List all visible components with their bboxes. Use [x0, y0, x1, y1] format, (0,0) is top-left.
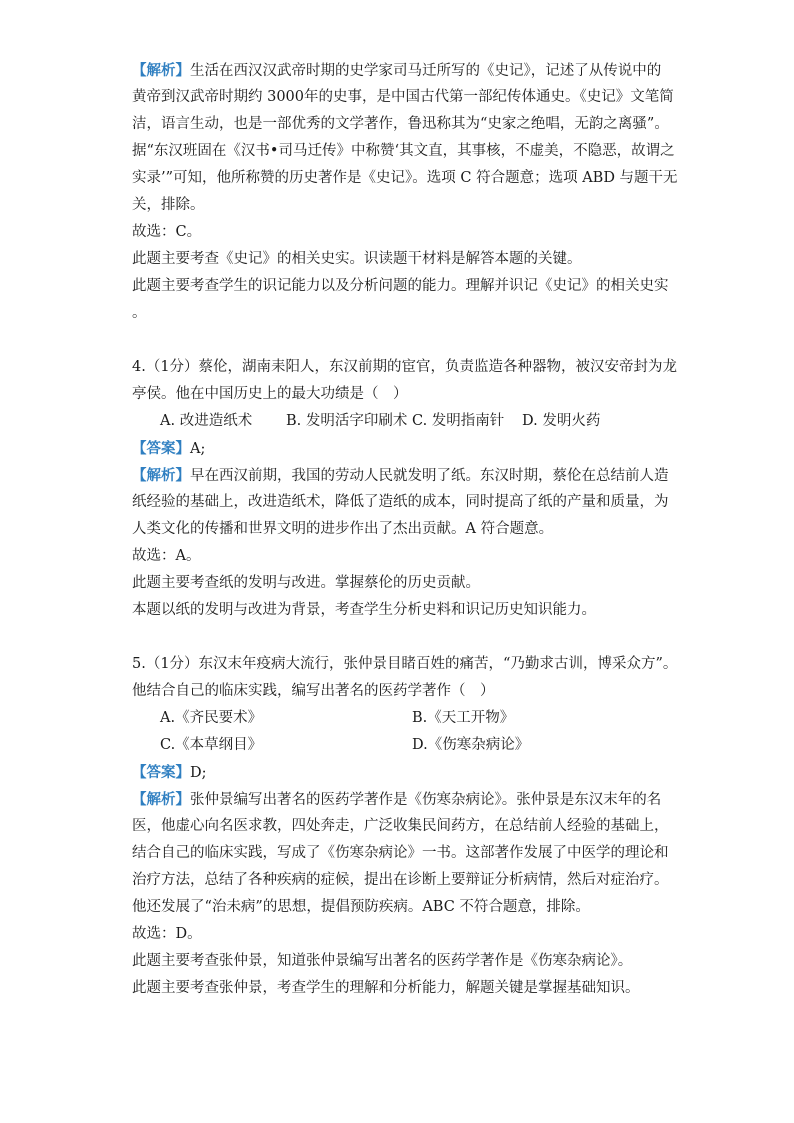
q3-analysis-line-6: 关，排除。: [132, 197, 205, 213]
q4-stem-line-2: 亭侯。他在中国历史上的最大功绩是（ ）: [132, 386, 408, 402]
q4-option-b: B. 发明活字印刷术: [286, 413, 408, 429]
q5-options-row-2: [132, 732, 662, 759]
spacer: [132, 327, 662, 354]
answer-tag: 【答案】: [132, 764, 190, 781]
q4-analysis-line-3: 人类文化的传播和世界文明的进步作出了杰出贡献。A 符合题意。: [132, 521, 554, 537]
q5-option-b: B.《天工开物》: [412, 710, 515, 726]
q4-stem-line-1: 4.（1分）蔡伦，湖南耒阳人，东汉前期的宦官，负责监造各种器物，被汉安帝封为龙: [132, 359, 678, 375]
q3-answer-line: 故选：C。: [132, 224, 202, 240]
q3-analysis-line-5: 实录’”可知，他所称赞的历史著作是《史记》。选项 C 符合题意；选项 ABD 与题干无: [132, 170, 678, 186]
q4-option-d: D. 发明火药: [522, 413, 601, 429]
q5-option-c: C.《本草纲目》: [160, 737, 263, 753]
q5-analysis-line-3: 结合自己的临床实践，写成了《伤寒杂病论》一书。这部著作发展了中医学的理论和: [132, 845, 669, 861]
analysis-tag: 【解析】: [132, 791, 190, 808]
q4-answer: 【答案】A;: [132, 440, 206, 457]
q5-note-2: 此题主要考查张仲景，考查学生的理解和分析能力，解题关键是掌握基础知识。: [132, 980, 640, 996]
analysis-tag: 【解析】: [132, 62, 190, 79]
q3-analysis-line-4: 据“东汉班固在《汉书•司马迁传》中称赞‘其文直，其事核，不虚美，不隐恶，故谓之: [132, 143, 675, 159]
q3-analysis-line-1: 【解析】生活在西汉汉武帝时期的史学家司马迁所写的《史记》，记述了从传说中的: [132, 62, 662, 79]
q3-analysis-line-2: 黄帝到汉武帝时期约 3000年的史事，是中国古代第一部纪传体通史。《史记》文笔简: [132, 89, 674, 105]
q5-note-1: 此题主要考查张仲景，知道张仲景编写出著名的医药学著作是《伤寒杂病论》。: [132, 953, 633, 969]
q5-stem-line-2: 他结合自己的临床实践，编写出著名的医药学著作（ ）: [132, 683, 495, 699]
q5-answer-line: 故选：D。: [132, 926, 202, 942]
q4-analysis-line-1: 【解析】早在西汉前期，我国的劳动人民就发明了纸。东汉时期，蔡伦在总结前人造: [132, 467, 669, 484]
q5-analysis-line-4: 治疗方法，总结了各种疾病的症候，提出在诊断上要辩证分析病情，然后对症治疗。: [132, 872, 669, 888]
spacer: [132, 624, 662, 651]
q4-options: [132, 408, 662, 435]
q4-option-a: A. 改进造纸术: [160, 413, 253, 429]
q5-option-d: D.《伤寒杂病论》: [412, 737, 530, 753]
document-page: [132, 57, 678, 1002]
q4-option-c: C. 发明指南针: [412, 413, 505, 429]
analysis-tag: 【解析】: [132, 467, 190, 484]
q3-note-2: 此题主要考查学生的识记能力以及分析问题的能力。理解并识记《史记》的相关史实: [132, 278, 669, 294]
q4-analysis-line-2: 纸经验的基础上，改进造纸术，降低了造纸的成本，同时提高了纸的产量和质量，为: [132, 494, 669, 510]
q3-note-3: 。: [132, 305, 147, 321]
q4-note-1: 此题主要考查纸的发明与改进。掌握蔡伦的历史贡献。: [132, 575, 480, 591]
answer-tag: 【答案】: [132, 440, 190, 457]
q5-options-row-1: [132, 705, 662, 732]
q5-answer: 【答案】D;: [132, 764, 207, 781]
q3-note-1: 此题主要考查《史记》的相关史实。识读题干材料是解答本题的关键。: [132, 251, 582, 267]
q4-note-2: 本题以纸的发明与改进为背景，考查学生分析史料和识记历史知识能力。: [132, 602, 596, 618]
q4-answer-line: 故选：A。: [132, 548, 201, 564]
q5-analysis-line-5: 他还发展了“治未病”的思想，提倡预防疾病。ABC 不符合题意，排除。: [132, 899, 590, 915]
q5-stem-line-1: 5.（1分）东汉末年疫病大流行，张仲景目睹百姓的痛苦，“乃勤求古训，博采众方”。: [132, 656, 678, 672]
q5-analysis-line-2: 医，他虚心向名医求教，四处奔走，广泛收集民间药方，在总结前人经验的基础上，: [132, 818, 669, 834]
q3-analysis-line-3: 洁，语言生动，也是一部优秀的文学著作，鲁迅称其为“史家之绝唱，无韵之离骚”。: [132, 116, 669, 132]
q5-analysis-line-1: 【解析】张仲景编写出著名的医药学著作是《伤寒杂病论》。张仲景是东汉末年的名: [132, 791, 662, 808]
q5-option-a: A.《齐民要术》: [160, 710, 263, 726]
